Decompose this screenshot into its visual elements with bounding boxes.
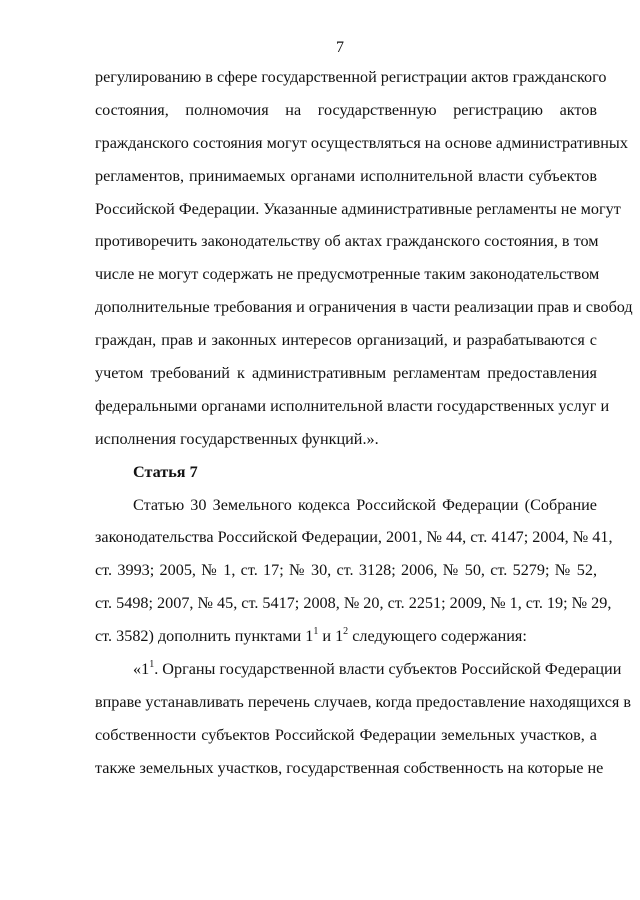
- text-segment: и 1: [318, 627, 344, 646]
- text-line: числе не могут содержать не предусмотренные таким законодательством: [95, 265, 600, 284]
- text-line: Российской Федерации. Указанные административные регламенты не могут: [95, 199, 621, 218]
- article-heading: Статья 7: [133, 462, 198, 481]
- text-line: противоречить законодательству об актах гражданского состояния, в том: [95, 232, 599, 251]
- text-line: гражданского состояния могут осуществляться на основе административных: [95, 133, 628, 152]
- superscript: 2: [343, 626, 349, 638]
- text-line: федеральными органами исполнительной власти государственных услуг и: [95, 396, 610, 415]
- text-line: ст. 5498; 2007, № 45, ст. 5417; 2008, № 20, ст. 2251; 2009, № 1, ст. 19; № 29,: [95, 594, 612, 613]
- text-line: [95, 653, 622, 686]
- text-segment: . Органы государственной власти субъектов Российской Федерации: [154, 660, 622, 679]
- text-line: собственности субъектов Российской Федерации земельных участков, а: [95, 725, 597, 744]
- text-line: вправе устанавливать перечень случаев, когда предоставление находящихся в: [95, 692, 632, 711]
- text-line: [95, 620, 597, 653]
- text-line: исполнения государственных функций.».: [95, 429, 379, 448]
- text-segment: «1: [133, 660, 150, 679]
- text-line: ст. 3993; 2005, № 1, ст. 17; № 30, ст. 3128; 2006, № 50, ст. 5279; № 52,: [95, 561, 597, 580]
- text-line: регулированию в сфере государственной регистрации актов гражданского: [95, 68, 607, 86]
- text-segment: следующего содержания:: [348, 627, 527, 646]
- text-line: также земельных участков, государственная собственность на которые не: [95, 758, 604, 777]
- text-line: законодательства Российской Федерации, 2001, № 44, ст. 4147; 2004, № 41,: [95, 528, 613, 547]
- text-line: Статью 30 Земельного кодекса Российской Федерации (Собрание: [133, 495, 597, 514]
- document-body: [95, 61, 633, 785]
- text-line: состояния, полномочия на государственную регистрацию актов: [95, 100, 597, 119]
- text-line: регламентов, принимаемых органами исполнительной власти субъектов: [95, 166, 597, 185]
- text-segment: ст. 3582) дополнить пунктами 1: [95, 627, 314, 646]
- page-number: 7: [336, 39, 344, 56]
- text-line: граждан, прав и законных интересов организаций, и разрабатываются с: [95, 331, 597, 350]
- superscript: 1: [313, 626, 319, 638]
- superscript: 1: [149, 659, 155, 671]
- text-line: учетом требований к административным регламентам предоставления: [95, 364, 597, 383]
- text-line: дополнительные требования и ограничения в части реализации прав и свобод: [95, 298, 633, 317]
